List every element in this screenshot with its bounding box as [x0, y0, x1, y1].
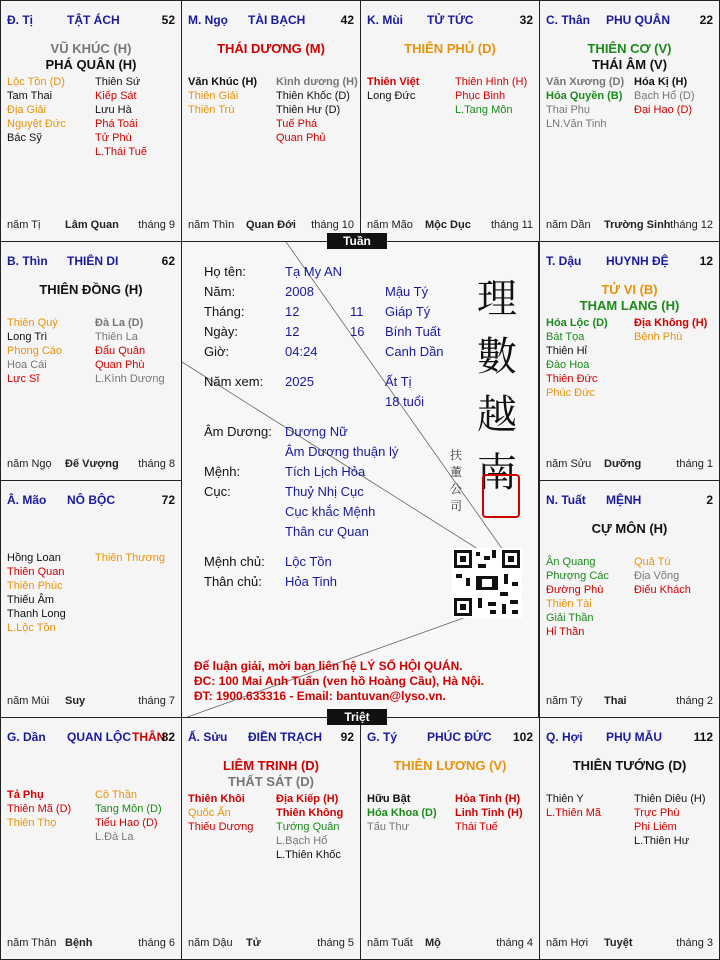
palace-footer	[367, 937, 533, 951]
main-star: THAM LANG (H)	[579, 298, 680, 313]
minor-star: Thiên Quý	[7, 317, 58, 329]
palace-age-number: 22	[699, 13, 713, 27]
calligraphy-char: 越	[477, 392, 517, 438]
palace-name: PHỤ MẪU	[606, 730, 662, 744]
minor-stars-left	[546, 792, 601, 820]
minor-star: Địa Không (H)	[634, 317, 708, 329]
main-star: THIÊN CƠ (V)	[587, 41, 672, 56]
palace-branch: G. Tý	[367, 730, 398, 744]
palace-name: TÀI BẠCH	[248, 13, 306, 27]
palace-age-number: 72	[161, 493, 175, 507]
palace-year: năm Dậu	[188, 937, 233, 949]
thanchu-value: Hỏa Tinh	[285, 574, 338, 589]
palace-year: năm Thân	[7, 937, 57, 949]
palace-age-number: 42	[340, 13, 354, 27]
palace-name: NÔ BỘC	[67, 493, 115, 507]
palace-stage: Bệnh	[65, 937, 93, 949]
menh-value: Tích Lịch Hỏa	[285, 464, 366, 479]
palace-age-number: 112	[693, 730, 713, 744]
main-star: THIÊN LƯƠNG (V)	[393, 758, 507, 773]
palace-header	[7, 730, 175, 746]
palace-branch: Ấ. Sửu	[188, 730, 228, 744]
minor-stars-right	[95, 788, 162, 844]
minor-star: Hỏa Tinh (H)	[455, 793, 521, 805]
palace-thin	[0, 241, 182, 481]
minor-star: Tiểu Hao (D)	[95, 817, 158, 829]
minor-stars-left	[546, 555, 609, 639]
minor-star: Phượng Các	[546, 570, 609, 582]
minor-star: Lộc Tồn (D)	[7, 76, 65, 88]
palace-footer	[546, 937, 713, 951]
palace-stage: Mộc Dục	[425, 219, 471, 231]
minor-star: Hỉ Thần	[546, 626, 585, 638]
palace-header	[7, 254, 175, 270]
menhchu-value: Lộc Tồn	[285, 554, 332, 569]
palace-header	[367, 13, 533, 29]
minor-star: Phong Cáo	[7, 345, 63, 357]
minor-star: Lưu Hà	[95, 104, 132, 116]
minor-stars-right	[95, 75, 147, 159]
minor-star: Thiên Thương	[95, 552, 166, 564]
minor-star: Thiên Khốc (D)	[276, 90, 350, 102]
minor-star: Thiên Không	[276, 807, 344, 819]
minor-star: Thiếu Dương	[188, 821, 254, 833]
minor-stars-right	[634, 792, 706, 848]
day-can: Bính Tuất	[385, 324, 441, 339]
palace-month: tháng 1	[676, 458, 713, 470]
minor-star: Địa Giải	[7, 104, 47, 116]
minor-stars-right	[95, 316, 165, 386]
palace-name: TỬ TỨC	[427, 13, 474, 27]
palace-stage: Tử	[246, 937, 261, 949]
palace-stage: Tuyệt	[604, 937, 633, 949]
minor-star: Quốc Ấn	[188, 807, 231, 819]
minor-star: Tướng Quân	[276, 821, 340, 833]
main-star: THÁI DƯƠNG (M)	[217, 41, 325, 56]
palace-suu	[181, 717, 361, 960]
palace-mao	[0, 480, 182, 718]
contact-line-1: Để luận giải, mời bạn liên hệ LÝ SỐ HỘI QUÁN.	[194, 659, 463, 673]
main-star: THẤT SÁT (D)	[228, 774, 314, 789]
minor-stars-left	[367, 792, 437, 834]
minor-stars-left	[7, 75, 66, 145]
palace-stage: Thai	[604, 695, 627, 707]
minor-star: Thiên Khôi	[188, 793, 245, 805]
palace-header	[188, 13, 354, 29]
palace-month: tháng 3	[676, 937, 713, 949]
minor-stars-right	[276, 75, 358, 145]
palace-age-number: 12	[699, 254, 713, 268]
minor-star: L.Đà La	[95, 831, 134, 843]
palace-header	[7, 493, 175, 509]
main-star: PHÁ QUÂN (H)	[45, 57, 137, 72]
minor-star: Long Trì	[7, 331, 48, 343]
palace-year: năm Sửu	[546, 458, 592, 470]
cuc-note: Cục khắc Mệnh	[285, 504, 376, 519]
palace-month: tháng 10	[311, 219, 354, 231]
minor-star: L.Tang Môn	[455, 104, 513, 116]
palace-dan	[0, 717, 182, 960]
minor-stars-left	[7, 788, 71, 830]
cuc-label: Cục:	[204, 484, 231, 499]
minor-star: LN.Văn Tinh	[546, 118, 607, 130]
main-star: CỰ MÔN (H)	[591, 521, 668, 536]
age-value: 18 tuổi	[385, 394, 425, 409]
palace-year: năm Thìn	[188, 219, 235, 231]
minor-star: Quả Tú	[634, 556, 671, 568]
day-lunar: 16	[350, 324, 365, 339]
minor-stars-right	[455, 792, 523, 834]
minor-star: L.Thái Tuế	[95, 146, 147, 158]
minor-star: Giải Thần	[546, 612, 594, 624]
minor-stars-right	[634, 316, 707, 344]
palace-year: năm Tý	[546, 695, 583, 707]
palace-footer	[7, 695, 175, 709]
minor-star: Văn Xương (D)	[546, 76, 625, 88]
minor-star: Tấu Thư	[367, 821, 410, 833]
amduong-value: Dương Nữ	[285, 424, 348, 439]
minor-star: L.Kình Dương	[95, 373, 165, 385]
palace-header	[546, 493, 713, 509]
minor-star: Tam Thai	[7, 90, 53, 102]
menhchu-label: Mệnh chủ:	[204, 554, 265, 569]
minor-star: Thiên Hình (H)	[455, 76, 528, 88]
palace-ti	[0, 0, 182, 242]
view-year-value: 2025	[285, 374, 314, 389]
month-can: Giáp Tý	[385, 304, 431, 319]
minor-star: Địa Kiếp (H)	[276, 793, 339, 805]
minor-star: Hóa Lộc (D)	[546, 317, 608, 329]
minor-star: Địa Võng	[634, 570, 680, 582]
palace-year: năm Tị	[7, 219, 41, 231]
amduong-note: Âm Dương thuận lý	[285, 444, 399, 459]
minor-star: Ân Quang	[546, 556, 596, 568]
minor-stars-left	[546, 75, 624, 131]
palace-ty	[360, 717, 540, 960]
minor-star: Thiên Đức	[546, 373, 598, 385]
main-star: THÁI ÂM (V)	[591, 57, 668, 72]
palace-name: THIÊN DI	[67, 254, 119, 268]
cuc-value: Thuỷ Nhị Cục	[285, 484, 364, 499]
minor-star: Thai Phụ	[546, 104, 591, 116]
palace-hoi	[539, 717, 720, 960]
minor-star: Đường Phù	[546, 584, 604, 596]
palace-branch: M. Ngọ	[188, 13, 228, 27]
than-marker: THÂN	[132, 730, 166, 744]
triet-tag: Triệt	[327, 709, 387, 725]
palace-footer	[546, 219, 713, 233]
palace-footer	[7, 458, 175, 472]
minor-star: Điếu Khách	[634, 584, 691, 596]
palace-footer	[546, 458, 713, 472]
minor-star: Quan Phù	[95, 359, 145, 371]
minor-star: Phá Toái	[95, 118, 138, 130]
palace-header	[7, 13, 175, 29]
palace-year: năm Mão	[367, 219, 413, 231]
minor-stars-right	[634, 75, 695, 117]
minor-star: Tuế Phá	[276, 118, 318, 130]
month-lunar: 11	[350, 304, 364, 319]
palace-age-number: 32	[519, 13, 533, 27]
minor-star: Thiên Quan	[7, 566, 65, 578]
minor-star: Phúc Đức	[546, 387, 595, 399]
palace-age-number: 62	[161, 254, 175, 268]
minor-star: Long Đức	[367, 90, 416, 102]
palace-age-number: 92	[340, 730, 354, 744]
palace-header	[546, 730, 713, 746]
palace-header	[546, 254, 713, 270]
minor-stars-left	[367, 75, 419, 103]
minor-star: Bạch Hổ (D)	[634, 90, 695, 102]
calligraphy-char: 南	[477, 450, 517, 496]
palace-month: tháng 7	[138, 695, 175, 707]
palace-header	[367, 730, 533, 746]
minor-star: Thiên Tài	[546, 598, 592, 610]
contact-phone-email[interactable]: ĐT: 1900.633316 - Email: bantuvan@lyso.vn.	[194, 689, 446, 703]
contact-address: ĐC: 100 Mai Anh Tuấn (ven hồ Hoàng Cầu), Hà Nội.	[194, 674, 485, 688]
palace-branch: N. Tuất	[546, 493, 586, 507]
palace-year: năm Ngọ	[7, 458, 52, 470]
minor-star: Hồng Loan	[7, 552, 61, 564]
palace-month: tháng 8	[138, 458, 175, 470]
minor-star: Thiên Y	[546, 793, 584, 805]
minor-star: Trực Phù	[634, 807, 680, 819]
minor-star: Hóa Khoa (D)	[367, 807, 437, 819]
minor-star: Kình dương (H)	[276, 76, 358, 88]
palace-stage: Lâm Quan	[65, 219, 119, 231]
minor-star: Đại Hao (D)	[634, 104, 693, 116]
minor-star: Thiên Mã (D)	[7, 803, 72, 815]
minor-star: Nguyệt Đức	[7, 118, 66, 130]
palace-age-number: 2	[706, 493, 713, 507]
than-cu-note: Thân cư Quan	[285, 524, 369, 539]
minor-stars-left	[7, 316, 62, 386]
palace-stage: Đế Vượng	[65, 458, 119, 470]
palace-month: tháng 5	[317, 937, 354, 949]
palace-branch: T. Dậu	[546, 254, 582, 268]
minor-star: Bát Tọa	[546, 331, 585, 343]
palace-stage: Suy	[65, 695, 86, 707]
thanchu-label: Thân chủ:	[204, 574, 262, 589]
minor-star: Đà La (D)	[95, 317, 144, 329]
minor-stars-left	[7, 551, 66, 635]
minor-star: Kiếp Sát	[95, 90, 137, 102]
minor-star: Lực Sĩ	[7, 373, 40, 385]
palace-name: MỆNH	[606, 493, 642, 507]
palace-branch: K. Mùi	[367, 13, 403, 27]
minor-star: Thiên Giải	[188, 90, 239, 102]
palace-footer	[546, 695, 713, 709]
minor-star: Đào Hoa	[546, 359, 590, 371]
palace-name: ĐIỀN TRẠCH	[248, 730, 322, 744]
contact-info	[194, 659, 484, 704]
calligraphy-char: 理	[477, 276, 517, 322]
year-value: 2008	[285, 284, 314, 299]
main-star: LIÊM TRINH (D)	[222, 758, 320, 773]
palace-age-number: 82	[161, 730, 175, 744]
minor-star: Linh Tinh (H)	[455, 807, 523, 819]
palace-month: tháng 6	[138, 937, 175, 949]
name-value: Tạ My AN	[285, 264, 343, 279]
minor-star: Thiên Thọ	[7, 817, 57, 829]
palace-year: năm Tuất	[367, 937, 413, 949]
minor-star: Hóa Kị (H)	[634, 76, 688, 88]
palace-footer	[7, 219, 175, 233]
palace-year: năm Dần	[546, 219, 591, 231]
palace-year: năm Hợi	[546, 937, 589, 949]
palace-name: PHÚC ĐỨC	[427, 730, 492, 744]
minor-star: Thiên Sứ	[95, 76, 141, 88]
minor-stars-left	[546, 316, 608, 400]
palace-name: TẬT ÁCH	[67, 13, 120, 27]
palace-name: PHU QUÂN	[606, 13, 671, 27]
qr-code-icon[interactable]	[452, 548, 522, 618]
seal-side-text: 扶董公司	[450, 448, 463, 513]
minor-star: Thanh Long	[7, 608, 66, 620]
palace-footer	[188, 937, 354, 951]
palace-branch: Â. Mão	[7, 493, 47, 507]
minor-stars-right	[95, 551, 165, 565]
palace-month: tháng 11	[490, 219, 533, 231]
center-info-panel	[181, 241, 539, 718]
day-value: 12	[285, 324, 300, 339]
main-star: VŨ KHÚC (H)	[50, 41, 132, 56]
minor-star: L.Lộc Tồn	[7, 622, 56, 634]
menh-label: Mệnh:	[204, 464, 241, 479]
main-star: TỬ VI (B)	[601, 282, 658, 297]
minor-star: Hữu Bật	[367, 793, 411, 805]
view-year-label: Năm xem:	[204, 374, 264, 389]
palace-stage: Dưỡng	[604, 458, 642, 470]
palace-name: QUAN LỘC	[67, 730, 131, 744]
hour-label: Giờ:	[204, 344, 230, 359]
minor-stars-left	[188, 792, 253, 834]
palace-footer	[188, 219, 354, 233]
palace-month: tháng 4	[496, 937, 533, 949]
calligraphy-char: 數	[477, 334, 517, 380]
palace-name: HUYNH ĐỆ	[606, 254, 669, 268]
palace-than	[539, 0, 720, 242]
palace-month: tháng 12	[670, 219, 713, 231]
palace-dau	[539, 241, 720, 481]
minor-star: L.Thiên Khốc	[276, 849, 341, 861]
view-year-can: Ất Tị	[385, 374, 412, 389]
minor-stars-right	[634, 555, 691, 597]
minor-star: Thiên Hư (D)	[276, 104, 341, 116]
month-value: 12	[285, 304, 300, 319]
palace-year: năm Mùi	[7, 695, 50, 707]
minor-star: Hóa Quyền (B)	[546, 90, 623, 102]
minor-star: Bệnh Phù	[634, 331, 683, 343]
palace-month: tháng 2	[676, 695, 713, 707]
minor-star: L.Thiên Hư	[634, 835, 690, 847]
minor-star: Đẩu Quân	[95, 345, 146, 357]
palace-branch: Đ. Tị	[7, 13, 33, 27]
minor-star: Tử Phù	[95, 132, 132, 144]
name-label: Họ tên:	[204, 264, 246, 279]
minor-star: Thiên Hỉ	[546, 345, 587, 357]
calligraphy-text	[467, 270, 527, 502]
hour-can: Canh Dần	[385, 344, 444, 359]
palace-branch: Q. Hợi	[546, 730, 583, 744]
tuan-tag: Tuần	[327, 233, 387, 249]
palace-ngo	[181, 0, 361, 242]
palace-mui	[360, 0, 540, 242]
hour-value: 04:24	[285, 344, 318, 359]
minor-star: Thiên La	[95, 331, 138, 343]
day-label: Ngày:	[204, 324, 238, 339]
minor-star: Cô Thần	[95, 789, 137, 801]
main-star: THIÊN TƯỚNG (D)	[572, 758, 687, 773]
minor-stars-right	[276, 792, 343, 862]
red-seal-icon	[482, 474, 520, 518]
palace-footer	[367, 219, 533, 233]
month-label: Tháng:	[204, 304, 245, 319]
minor-stars-right	[455, 75, 527, 117]
minor-stars-left	[188, 75, 257, 117]
minor-star: Thiên Việt	[367, 76, 420, 88]
minor-star: Tang Môn (D)	[95, 803, 162, 815]
palace-footer	[7, 937, 175, 951]
palace-branch: G. Dần	[7, 730, 46, 744]
minor-star: L.Bạch Hổ	[276, 835, 328, 847]
palace-stage: Mộ	[425, 937, 441, 949]
main-star: THIÊN PHỦ (D)	[404, 41, 496, 56]
main-star: THIÊN ĐỒNG (H)	[39, 282, 143, 297]
palace-stage: Quan Đới	[246, 219, 296, 231]
palace-header	[546, 13, 713, 29]
minor-star: Quan Phủ	[276, 132, 326, 144]
palace-header	[188, 730, 354, 746]
palace-tuat	[539, 480, 720, 718]
palace-branch: C. Thân	[546, 13, 590, 27]
palace-age-number: 102	[512, 730, 533, 744]
minor-star: L.Thiên Mã	[546, 807, 602, 819]
minor-star: Tả Phụ	[7, 789, 44, 801]
palace-branch: B. Thìn	[7, 254, 48, 268]
minor-star: Thiếu Âm	[7, 594, 55, 606]
minor-star: Thiên Phúc	[7, 580, 63, 592]
year-can: Mậu Tý	[385, 284, 429, 299]
minor-star: Bác Sỹ	[7, 132, 42, 144]
palace-month: tháng 9	[138, 219, 175, 231]
amduong-label: Âm Dương:	[204, 424, 272, 439]
year-label: Năm:	[204, 284, 236, 299]
minor-star: Thiên Trù	[188, 104, 235, 116]
minor-star: Phục Binh	[455, 90, 506, 102]
minor-star: Văn Khúc (H)	[188, 76, 258, 88]
palace-age-number: 52	[161, 13, 175, 27]
minor-star: Thái Tuế	[455, 821, 498, 833]
minor-star: Hoa Cái	[7, 359, 47, 371]
minor-star: Phi Liêm	[634, 821, 677, 833]
minor-star: Thiên Diêu (H)	[634, 793, 706, 805]
palace-stage: Trường Sinh	[604, 219, 671, 231]
